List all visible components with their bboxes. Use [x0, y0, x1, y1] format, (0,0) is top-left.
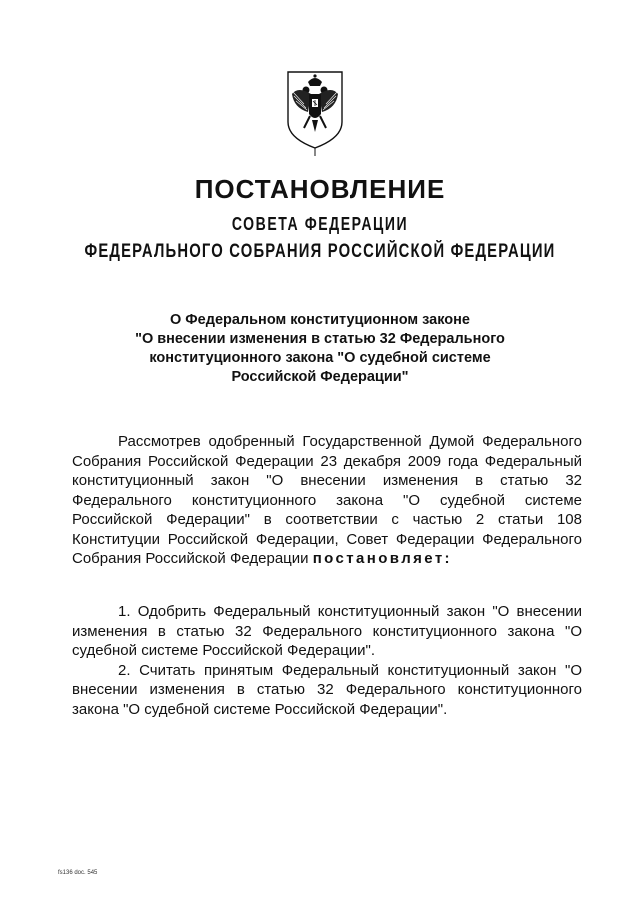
- heading-line: Российской Федерации": [231, 369, 409, 385]
- coat-of-arms-icon: [284, 68, 346, 158]
- document-title: ПОСТАНОВЛЕНИЕ: [194, 174, 446, 204]
- heading-line: "О внесении изменения в статью 32 Федерального: [135, 331, 505, 347]
- resolution-items: [72, 602, 582, 719]
- resolution-heading: [90, 311, 550, 387]
- heading-line: конституционного закона "О судебной системе: [149, 350, 491, 366]
- issuing-body-line1: СОВЕТА ФЕДЕРАЦИИ: [231, 214, 409, 234]
- resolves-word: постановляет:: [312, 550, 452, 567]
- preamble-text: Рассмотрев одобренный Государственной Думой Федерального Собрания Российской Федерации 23 декабря 2009 года Федеральный конституционный закон "О внесении изменения в статью 32 Федерального конституционного закона "О судебной системе Российской Федерации" в соответствии с частью 2 статьи 108 Конституции Российской Федерации, Совет Федерации Федерального Собрания Российской Федерации: [72, 433, 582, 567]
- issuing-body-line2: ФЕДЕРАЛЬНОГО СОБРАНИЯ РОССИЙСКОЙ ФЕДЕРАЦИИ: [84, 241, 556, 262]
- resolution-item-2: 2. Считать принятым Федеральный конституционный закон "О внесении изменения в статью 32 Федерального конституционного закона "О судебной системе Российской Федерации".: [72, 661, 582, 718]
- document-reference: fs136 doc. 545: [58, 870, 98, 876]
- resolution-item-1: 1. Одобрить Федеральный конституционный закон "О внесении изменения в статью 32 Федерального конституционного закона "О судебной системе Российской Федерации".: [72, 603, 582, 659]
- preamble-paragraph: [72, 432, 582, 569]
- heading-line: О Федеральном конституционном законе: [170, 312, 470, 328]
